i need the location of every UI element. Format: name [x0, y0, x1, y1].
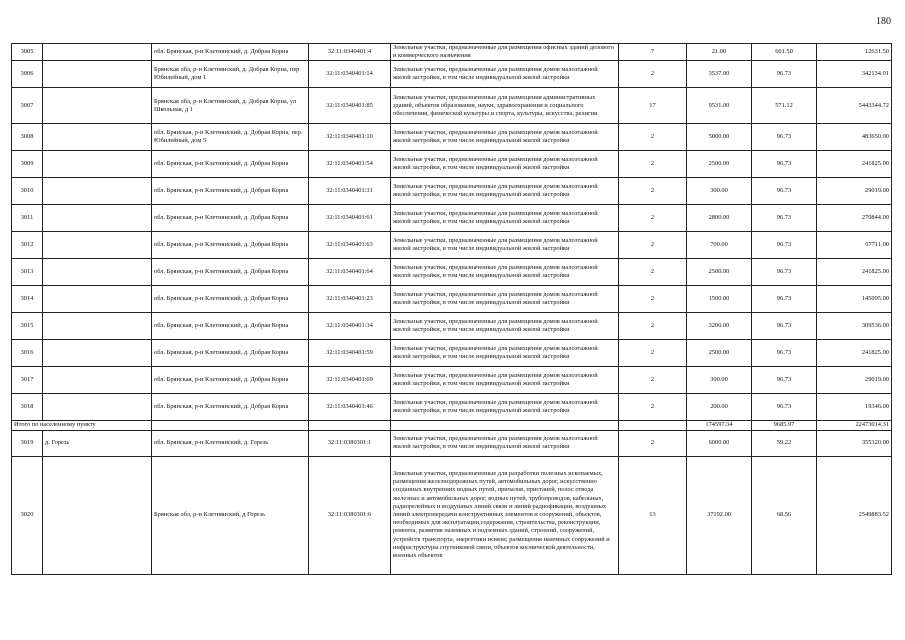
- cadastral-number-cell: 32:11:0340401:23: [309, 286, 391, 313]
- table-row: [12, 340, 892, 367]
- area-cell: 2500.00: [687, 151, 752, 178]
- cadastral-value-cell: 241825.00: [817, 151, 892, 178]
- rate-cell: 96.73: [752, 313, 817, 340]
- cadastral-number-cell: 32:11:0340401:14: [309, 61, 391, 88]
- cadastral-value-cell: 241825.00: [817, 259, 892, 286]
- row-id: 3018: [12, 394, 43, 421]
- cadastral-value-cell: 5443344.72: [817, 88, 892, 124]
- address-cell: обл. Брянская, р-н Клетнянский, д. Добрая Корна: [152, 44, 309, 61]
- cadastral-number-cell: 32:11:0340401:10: [309, 124, 391, 151]
- locality-cell: д. Горезь: [43, 430, 152, 456]
- area-cell: 2800.00: [687, 205, 752, 232]
- locality-cell: [43, 286, 152, 313]
- address-cell: обл. Брянская, р-н Клетнянский, д. Добрая Корна: [152, 151, 309, 178]
- group-cell: 13: [619, 456, 687, 574]
- locality-cell: [43, 367, 152, 394]
- total-rate: 9685.97: [752, 421, 817, 430]
- locality-cell: [43, 205, 152, 232]
- land-purpose-cell: Земельные участки, предназначенные для размещения домов малоэтажной жилой застройки, в том числе индивидуальной жилой застройки: [391, 340, 619, 367]
- locality-cell: [43, 394, 152, 421]
- cadastral-value-cell: 145095.00: [817, 286, 892, 313]
- address-cell: обл. Брянская, р-н Клетнянский, д. Добрая Корна: [152, 340, 309, 367]
- row-id: 3006: [12, 61, 43, 88]
- group-cell: 2: [619, 151, 687, 178]
- group-cell: 17: [619, 88, 687, 124]
- cadastral-value-cell: 19346.00: [817, 394, 892, 421]
- locality-cell: [43, 44, 152, 61]
- row-id: 3008: [12, 124, 43, 151]
- row-id: 3007: [12, 88, 43, 124]
- rate-cell: 96.73: [752, 124, 817, 151]
- land-purpose-cell: Земельные участки, предназначенные для размещения домов малоэтажной жилой застройки, в том числе индивидуальной жилой застройки: [391, 286, 619, 313]
- cadastral-value-cell: 29019.00: [817, 178, 892, 205]
- row-id: 3009: [12, 151, 43, 178]
- table-row: [12, 88, 892, 124]
- rate-cell: 96.73: [752, 61, 817, 88]
- land-purpose-cell: Земельные участки, предназначенные для размещения домов малоэтажной жилой застройки, в том числе индивидуальной жилой застройки: [391, 430, 619, 456]
- cadastral-value-cell: 355320.00: [817, 430, 892, 456]
- address-cell: обл. Брянская, р-н Клетнянский, д. Добрая Корна: [152, 259, 309, 286]
- group-cell: 2: [619, 394, 687, 421]
- area-cell: 1500.00: [687, 286, 752, 313]
- table-row: [12, 456, 892, 574]
- land-purpose-cell: Земельные участки, предназначенные для размещения домов малоэтажной жилой застройки, в том числе индивидуальной жилой застройки: [391, 151, 619, 178]
- address-cell: обл. Брянская, р-н Клетнянский, д. Добрая Корна: [152, 286, 309, 313]
- land-purpose-cell: Земельные участки, предназначенные для размещения административных зданий, объектов образования, науки, здравоохранения и социального обеспечения, физической культуры и спорта, культуры, искусства, религии: [391, 88, 619, 124]
- table-row: [12, 151, 892, 178]
- row-id: 3014: [12, 286, 43, 313]
- group-cell: 2: [619, 205, 687, 232]
- land-purpose-cell: Земельные участки, предназначенные для размещения домов малоэтажной жилой застройки, в том числе индивидуальной жилой застройки: [391, 178, 619, 205]
- rate-cell: 96.73: [752, 232, 817, 259]
- land-purpose-cell: Земельные участки, предназначенные для размещения домов малоэтажной жилой застройки, в том числе индивидуальной жилой застройки: [391, 313, 619, 340]
- cadastral-number-cell: 32:11:0380301:1: [309, 430, 391, 456]
- address-cell: обл. Брянская, р-н Клетнянский, д. Добрая Корна: [152, 394, 309, 421]
- area-cell: 200.00: [687, 394, 752, 421]
- land-purpose-cell: Земельные участки, предназначенные для размещения домов малоэтажной жилой застройки, в том числе индивидуальной жилой застройки: [391, 61, 619, 88]
- locality-cell: [43, 151, 152, 178]
- table-row: [12, 44, 892, 61]
- cadastral-number-cell: 32:11:0340401:69: [309, 367, 391, 394]
- cadastral-value-cell: 309536.00: [817, 313, 892, 340]
- cadastral-value-cell: 29019.00: [817, 367, 892, 394]
- table-row: [12, 259, 892, 286]
- cadastral-number-cell: 32:11:0380301:6: [309, 456, 391, 574]
- table-row: [12, 367, 892, 394]
- row-id: 3012: [12, 232, 43, 259]
- address-cell: обл. Брянская, р-н Клетнянский, д. Горезь: [152, 430, 309, 456]
- area-cell: 2500.00: [687, 340, 752, 367]
- address-cell: Брянская обл, р-н Клетнянский, д. Добрая Корна, ул Школьная, д 1: [152, 88, 309, 124]
- table-row-total: [12, 421, 892, 430]
- total-label: Итого по населенному пункту: [12, 421, 152, 430]
- table-row: [12, 205, 892, 232]
- cadastral-value-cell: 12631.50: [817, 44, 892, 61]
- cadastral-number-cell: 32:11:0340401:85: [309, 88, 391, 124]
- row-id: 3016: [12, 340, 43, 367]
- rate-cell: 96.73: [752, 394, 817, 421]
- land-purpose-cell: Земельные участки, предназначенные для размещения домов малоэтажной жилой застройки, в том числе индивидуальной жилой застройки: [391, 367, 619, 394]
- cadastral-value-table: [11, 43, 892, 575]
- address-cell: Брянская обл, р-н Клетнянский, д Горезь: [152, 456, 309, 574]
- table-row: [12, 430, 892, 456]
- rate-cell: 96.73: [752, 286, 817, 313]
- locality-cell: [43, 313, 152, 340]
- rate-cell: 571.12: [752, 88, 817, 124]
- land-purpose-cell: Земельные участки, предназначенные для разработки полезных ископаемых, размещения железнодорожных путей, автомобильных дорог, искусственно созданных внутренних водных путей, причалов, пристаней, полос отвода железных и автомобильных дорог, водных путей, трубопроводов, кабельных, радиорелейных и воздушных линий связи и линий радиофикации, воздушных линий электропередачи конструктивных элементов и сооружений, объектов, необходимых для эксплуатации,содержания, строительства, реконструкции, ремонта, развития наземных и подземных зданий, строений, сооружений, устройств транспорта, энергетики исвязи; размещения наземных сооружений и инфраструктуры спутниковой связи, объектов космической деятельности, военных объектов: [391, 456, 619, 574]
- land-purpose-cell: Земельные участки, предназначенные для размещения домов малоэтажной жилой застройки, в том числе индивидуальной жилой застройки: [391, 394, 619, 421]
- land-purpose-cell: Земельные участки, предназначенные для размещения домов малоэтажной жилой застройки, в том числе индивидуальной жилой застройки: [391, 232, 619, 259]
- table-row: [12, 61, 892, 88]
- locality-cell: [43, 340, 152, 367]
- group-cell: 2: [619, 367, 687, 394]
- row-id: 3011: [12, 205, 43, 232]
- row-id: 3013: [12, 259, 43, 286]
- table-row: [12, 286, 892, 313]
- locality-cell: [43, 88, 152, 124]
- group-cell: 2: [619, 178, 687, 205]
- group-cell: 2: [619, 259, 687, 286]
- rate-cell: 96.73: [752, 340, 817, 367]
- table-row: [12, 124, 892, 151]
- row-id: 3017: [12, 367, 43, 394]
- group-cell: 2: [619, 61, 687, 88]
- rate-cell: 96.73: [752, 205, 817, 232]
- area-cell: 3200.00: [687, 313, 752, 340]
- land-purpose-cell: Земельные участки, предназначенные для размещения домов малоэтажной жилой застройки, в том числе индивидуальной жилой застройки: [391, 124, 619, 151]
- cadastral-number-cell: 32:11:0340401:46: [309, 394, 391, 421]
- group-cell: 7: [619, 44, 687, 61]
- rate-cell: 68.56: [752, 456, 817, 574]
- cadastral-number-cell: 32:11:0340401:54: [309, 151, 391, 178]
- cadastral-number-cell: 32:11:0340401:4: [309, 44, 391, 61]
- address-cell: обл. Брянская, р-н Клетнянский, д. Добрая Корна: [152, 178, 309, 205]
- row-id: 3010: [12, 178, 43, 205]
- cadastral-value-cell: 483650.00: [817, 124, 892, 151]
- area-cell: 300.00: [687, 178, 752, 205]
- group-cell: 2: [619, 340, 687, 367]
- area-cell: 700.00: [687, 232, 752, 259]
- total-area: 174597.34: [687, 421, 752, 430]
- cadastral-value-cell: 67711.00: [817, 232, 892, 259]
- area-cell: 3537.00: [687, 61, 752, 88]
- land-purpose-cell: Земельные участки, предназначенные для размещения офисных зданий делового и коммерческого назначения: [391, 44, 619, 61]
- cadastral-number-cell: 32:11:0340401:59: [309, 340, 391, 367]
- locality-cell: [43, 259, 152, 286]
- table-row: [12, 232, 892, 259]
- rate-cell: 96.73: [752, 367, 817, 394]
- row-id: 3020: [12, 456, 43, 574]
- address-cell: обл. Брянская, р-н Клетнянский, д. Добрая Корна: [152, 367, 309, 394]
- row-id: 3005: [12, 44, 43, 61]
- cadastral-value-cell: 270844.00: [817, 205, 892, 232]
- area-cell: 21.00: [687, 44, 752, 61]
- cadastral-number-cell: 32:11:0340401:61: [309, 205, 391, 232]
- cadastral-number-cell: 32:11:0340401:31: [309, 178, 391, 205]
- locality-cell: [43, 232, 152, 259]
- area-cell: 300.00: [687, 367, 752, 394]
- group-cell: 2: [619, 430, 687, 456]
- area-cell: 6000.00: [687, 430, 752, 456]
- table-row: [12, 394, 892, 421]
- address-cell: обл. Брянская, р-н Клетнянский, д. Добрая Корна: [152, 313, 309, 340]
- cadastral-number-cell: 32:11:0340401:64: [309, 259, 391, 286]
- land-purpose-cell: Земельные участки, предназначенные для размещения домов малоэтажной жилой застройки, в том числе индивидуальной жилой застройки: [391, 259, 619, 286]
- page-number: 180: [876, 16, 891, 27]
- address-cell: обл. Брянская, р-н Клетнянский, д. Добрая Корна, пер. Юбилейный, дом 5: [152, 124, 309, 151]
- address-cell: обл. Брянская, р-н Клетнянский, д. Добрая Корна: [152, 232, 309, 259]
- locality-cell: [43, 178, 152, 205]
- locality-cell: [43, 456, 152, 574]
- group-cell: 2: [619, 124, 687, 151]
- locality-cell: [43, 61, 152, 88]
- rate-cell: 96.73: [752, 178, 817, 205]
- address-cell: обл. Брянская, р-н Клетнянский, д. Добрая Корна: [152, 205, 309, 232]
- area-cell: 9531.00: [687, 88, 752, 124]
- row-id: 3019: [12, 430, 43, 456]
- cadastral-value-cell: 241825.00: [817, 340, 892, 367]
- row-id: 3015: [12, 313, 43, 340]
- rate-cell: 96.73: [752, 259, 817, 286]
- table-row: [12, 178, 892, 205]
- land-purpose-cell: Земельные участки, предназначенные для размещения домов малоэтажной жилой застройки, в том числе индивидуальной жилой застройки: [391, 205, 619, 232]
- rate-cell: 601.50: [752, 44, 817, 61]
- group-cell: 2: [619, 313, 687, 340]
- cadastral-value-cell: 342134.01: [817, 61, 892, 88]
- cadastral-value-cell: 2549883.52: [817, 456, 892, 574]
- rate-cell: 96.73: [752, 151, 817, 178]
- locality-cell: [43, 124, 152, 151]
- group-cell: 2: [619, 232, 687, 259]
- address-cell: Брянская обл, р-н Клетнянский, д. Добрая Корна, пер Юбилейный, дом 1: [152, 61, 309, 88]
- group-cell: 2: [619, 286, 687, 313]
- table-row: [12, 313, 892, 340]
- area-cell: 2500.00: [687, 259, 752, 286]
- cadastral-number-cell: 32:11:0340401:34: [309, 313, 391, 340]
- rate-cell: 59.22: [752, 430, 817, 456]
- cadastral-number-cell: 32:11:0340401:63: [309, 232, 391, 259]
- area-cell: 37192.00: [687, 456, 752, 574]
- total-value: 22473014.31: [817, 421, 892, 430]
- area-cell: 5000.00: [687, 124, 752, 151]
